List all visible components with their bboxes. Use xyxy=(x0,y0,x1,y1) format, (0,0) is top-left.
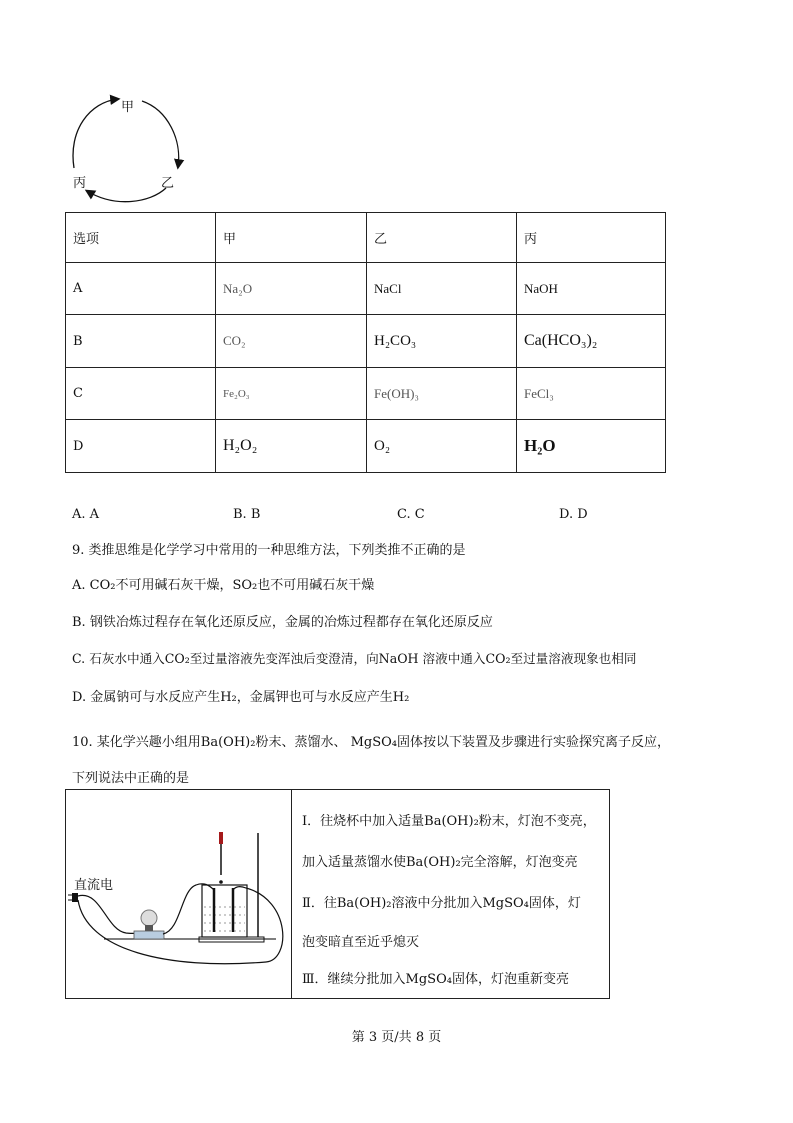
step-1-line2: 加入适量蒸馏水使Ba(OH)₂完全溶解，灯泡变亮 xyxy=(302,855,578,870)
table-cell: A xyxy=(66,263,216,315)
cycle-node-jia: 甲 xyxy=(121,100,135,115)
table-header-row xyxy=(66,213,666,263)
table-cell: FeCl₃ xyxy=(517,368,666,420)
dc-power-label: 直流电 xyxy=(74,878,114,893)
table-cell: B xyxy=(66,315,216,368)
choice-c: C. C xyxy=(397,507,425,522)
table-row xyxy=(66,368,666,420)
q9-stem: 9. 类推思维是化学学习中常用的一种思维方法，下列类推不正确的是 xyxy=(72,543,466,558)
table-cell: NaCl xyxy=(367,263,517,315)
q9-option-d: D. 金属钠可与水反应产生H₂，金属钾也可与水反应产生H₂ xyxy=(72,690,410,705)
table-cell: H₂O₂ xyxy=(216,420,367,473)
table-cell: D xyxy=(66,420,216,473)
q9-option-b: B. 钢铁冶炼过程存在氧化还原反应，金属的冶炼过程都存在氧化还原反应 xyxy=(72,615,493,630)
table-header: 选项 xyxy=(66,213,216,263)
step-2-line2: 泡变暗直至近乎熄灭 xyxy=(302,935,420,950)
table-cell: CO₂ xyxy=(216,315,367,368)
choice-b: B. B xyxy=(233,507,261,522)
table-row xyxy=(66,420,666,473)
table-cell: Fe(OH)₃ xyxy=(367,368,517,420)
step-2-line1: Ⅱ．往Ba(OH)₂溶液中分批加入MgSO₄固体，灯 xyxy=(302,896,581,911)
table-cell: NaOH xyxy=(517,263,666,315)
table-row xyxy=(66,263,666,315)
cycle-node-bing: 丙 xyxy=(73,176,87,191)
choice-d: D. D xyxy=(559,507,588,522)
plug-icon xyxy=(72,893,78,902)
table-header: 乙 xyxy=(367,213,517,263)
step-3: Ⅲ．继续分批加入MgSO₄固体，灯泡重新变亮 xyxy=(302,972,569,987)
table-row xyxy=(66,315,666,368)
light-bulb-icon xyxy=(141,910,157,926)
table-header: 丙 xyxy=(517,213,666,263)
table-cell: Fe₂O₃ xyxy=(216,368,367,420)
dropper-bulb xyxy=(219,832,223,844)
table-cell: H₂CO₃ xyxy=(367,315,517,368)
q9-option-c: C. 石灰水中通入CO₂至过量溶液先变浑浊后变澄清，向NaOH 溶液中通入CO₂至过量溶液现象也相同 xyxy=(72,651,637,666)
table-header: 甲 xyxy=(216,213,367,263)
page-footer: 第 3 页/共 8 页 xyxy=(351,1030,442,1045)
options-table xyxy=(65,212,666,473)
q10-stem-line2: 下列说法中正确的是 xyxy=(72,771,190,786)
table-cell: H₂O xyxy=(517,420,666,473)
circuit-apparatus-illustration xyxy=(66,790,291,998)
bulb-base xyxy=(134,931,164,939)
box-divider xyxy=(291,790,292,998)
beaker xyxy=(202,885,247,937)
q10-stem-line1: 10. 某化学兴趣小组用Ba(OH)₂粉末、蒸馏水、 MgSO₄固体按以下装置及步骤进行实验探究离子反应， xyxy=(72,735,671,750)
choice-a: A. A xyxy=(72,507,100,522)
step-1-line1: Ⅰ．往烧杯中加入适量Ba(OH)₂粉末，灯泡不变亮， xyxy=(302,814,596,829)
experiment-box xyxy=(65,789,610,999)
table-cell: C xyxy=(66,368,216,420)
q9-option-a: A. CO₂不可用碱石灰干燥，SO₂也不可用碱石灰干燥 xyxy=(72,578,375,593)
table-cell: Ca(HCO₃)₂ xyxy=(517,315,666,368)
table-cell: Na₂O xyxy=(216,263,367,315)
table-cell: O₂ xyxy=(367,420,517,473)
cycle-node-yi: 乙 xyxy=(161,176,175,191)
